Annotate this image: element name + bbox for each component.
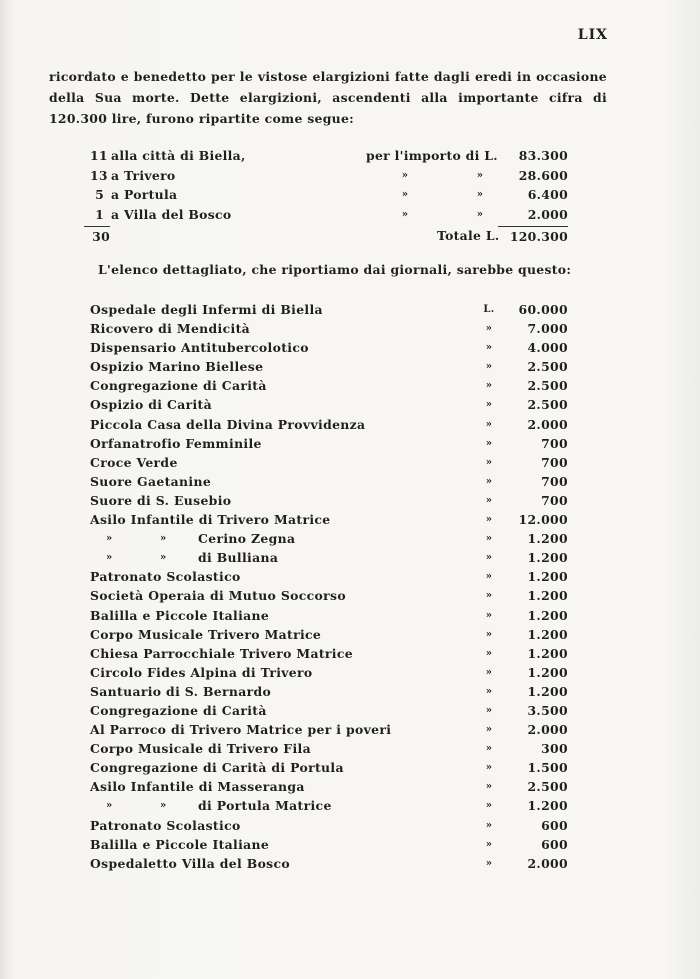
donation-amount: 3.500: [527, 702, 568, 718]
currency-mark: »: [485, 838, 493, 850]
recipient-name: Ospedaletto Villa del Bosco: [90, 855, 291, 871]
donation-amount: 2.000: [527, 416, 568, 432]
recipient-name: Ricovero di Mendicità: [90, 321, 251, 337]
summary-table: [90, 146, 570, 246]
donation-amount: 12.000: [518, 512, 568, 528]
currency-mark: »: [485, 437, 493, 449]
ditto-mark: »: [401, 189, 409, 200]
page-number: LIX: [577, 27, 608, 43]
currency-mark: »: [485, 342, 493, 354]
recipient-name: Suore di S. Eusebio: [90, 492, 232, 508]
recipient-name: di Bulliana: [198, 550, 279, 566]
summary-count: 11: [90, 148, 108, 163]
list-item: [90, 644, 570, 663]
recipient-name: Circolo Fides Alpina di Trivero: [90, 664, 313, 680]
list-item: [90, 319, 570, 338]
currency-mark: »: [485, 399, 493, 411]
currency-mark: »: [485, 571, 493, 583]
recipient-name: Santuario di S. Bernardo: [90, 683, 272, 699]
currency-mark: »: [485, 704, 493, 716]
recipient-name: Al Parroco di Trivero Matrice per i poveri: [90, 722, 392, 738]
recipient-name: Patronato Scolastico: [90, 569, 241, 585]
recipient-name: Suore Gaetanine: [90, 473, 212, 489]
total-label: Totale L.: [437, 228, 500, 243]
elenco-intro: L'elenco dettagliato, che riportiamo dai giornali, sarebbe questo:: [98, 262, 572, 277]
donation-amount: 1.200: [527, 664, 568, 680]
total-amount: 120.300: [498, 226, 568, 247]
currency-mark: »: [485, 762, 493, 774]
currency-mark: »: [485, 380, 493, 392]
donation-amount: 1.200: [527, 645, 568, 661]
currency-mark: »: [485, 533, 493, 545]
currency-mark: »: [485, 819, 493, 831]
donation-amount: 1.200: [527, 531, 568, 547]
ditto-mark: »: [160, 552, 167, 564]
currency-mark: »: [485, 456, 493, 468]
recipient-name: di Portula Matrice: [198, 798, 332, 814]
donation-amount: 1.500: [527, 760, 568, 776]
recipient-name: Corpo Musicale Trivero Matrice: [90, 626, 322, 642]
list-item: [90, 510, 570, 529]
recipient-name: Asilo Infantile di Masseranga: [90, 779, 305, 795]
ditto-mark: »: [106, 800, 113, 812]
currency-mark: »: [485, 590, 493, 602]
recipient-name: Società Operaia di Mutuo Soccorso: [90, 588, 346, 604]
list-item: [90, 777, 570, 796]
currency-mark: »: [485, 666, 493, 678]
summary-count: 13: [90, 167, 108, 183]
ditto-mark: »: [401, 208, 409, 220]
ditto-mark: »: [160, 800, 167, 812]
list-item: [90, 663, 570, 682]
summary-per-label: per l'importo di L.: [366, 148, 498, 163]
recipient-name: Orfanatrofio Femminile: [90, 435, 262, 451]
currency-mark: »: [485, 361, 493, 373]
ditto-mark: »: [160, 533, 167, 545]
summary-row: [90, 166, 570, 186]
list-item: [90, 472, 570, 491]
list-item: [90, 586, 570, 605]
list-item: [90, 529, 570, 548]
donation-amount: 700: [541, 435, 568, 451]
ditto-mark: »: [106, 552, 113, 564]
list-item: [90, 625, 570, 644]
recipient-name: Asilo Infantile di Trivero Matrice: [90, 512, 331, 528]
summary-row: [90, 146, 570, 166]
list-item: [90, 835, 570, 854]
donation-amount: 700: [541, 454, 568, 470]
currency-mark: »: [485, 323, 493, 335]
recipient-name: Congregazione di Carità di Portula: [90, 760, 344, 776]
recipient-name: Dispensario Antitubercolotico: [90, 340, 309, 356]
recipient-name: Croce Verde: [90, 454, 178, 470]
currency-mark: »: [485, 552, 493, 564]
donation-amount: 2.500: [527, 397, 568, 413]
list-item: [90, 606, 570, 625]
recipient-name: Chiesa Parrocchiale Trivero Matrice: [90, 645, 353, 661]
donation-amount: 1.200: [527, 683, 568, 699]
list-item: [90, 453, 570, 472]
list-item: [90, 376, 570, 395]
donation-amount: 700: [541, 492, 568, 508]
list-item: [90, 758, 570, 777]
currency-mark: »: [485, 494, 493, 506]
donation-amount: 300: [541, 741, 568, 757]
list-item: [90, 300, 570, 319]
list-item: [90, 338, 570, 357]
donation-amount: 600: [541, 836, 568, 852]
list-item: [90, 491, 570, 510]
recipient-name: Corpo Musicale di Trivero Fila: [90, 741, 311, 757]
currency-mark: »: [485, 724, 493, 736]
ditto-mark: »: [106, 533, 113, 545]
donation-amount: 1.200: [527, 607, 568, 623]
list-item: [90, 395, 570, 414]
summary-amount: 83.300: [518, 148, 568, 163]
donation-amount: 60.000: [518, 302, 568, 317]
summary-amount: 6.400: [527, 187, 568, 202]
donation-amount: 700: [541, 473, 568, 489]
summary-total-row: [90, 226, 570, 246]
donation-amount: 1.200: [527, 626, 568, 642]
recipient-name: Patronato Scolastico: [90, 817, 241, 833]
currency-mark: »: [485, 418, 493, 430]
donation-amount: 7.000: [527, 321, 568, 337]
donation-amount: 600: [541, 817, 568, 833]
list-item: [90, 567, 570, 586]
donation-amount: 2.000: [527, 722, 568, 738]
currency-mark: »: [485, 800, 493, 812]
ditto-mark: »: [476, 208, 484, 220]
donation-amount: 1.200: [527, 569, 568, 585]
summary-amount: 2.000: [527, 206, 568, 222]
summary-place: alla città di Biella,: [111, 148, 246, 163]
summary-amount: 28.600: [518, 167, 568, 183]
donation-amount: 2.500: [527, 779, 568, 795]
currency-mark: »: [485, 857, 493, 869]
recipient-name: Congregazione di Carità: [90, 378, 267, 394]
list-item: [90, 415, 570, 434]
list-item: [90, 796, 570, 815]
recipient-name: Piccola Casa della Divina Provvidenza: [90, 416, 366, 432]
list-item: [90, 357, 570, 376]
currency-mark: »: [485, 685, 493, 697]
donation-amount: 1.200: [527, 798, 568, 814]
list-item: [90, 682, 570, 701]
currency-mark: »: [485, 475, 493, 487]
list-item: [90, 701, 570, 720]
list-item: [90, 854, 570, 873]
currency-mark: »: [485, 514, 493, 526]
summary-row: [90, 205, 570, 225]
donation-list: [90, 300, 570, 873]
list-item: [90, 739, 570, 758]
recipient-name: Cerino Zegna: [198, 531, 296, 547]
currency-mark: »: [485, 647, 493, 659]
recipient-name: Congregazione di Carità: [90, 702, 267, 718]
total-count: 30: [84, 226, 110, 247]
summary-count: 5: [95, 187, 104, 202]
summary-place: a Portula: [111, 187, 178, 202]
donation-amount: 1.200: [527, 588, 568, 604]
donation-amount: 2.000: [527, 855, 568, 871]
list-item: [90, 816, 570, 835]
ditto-mark: »: [476, 169, 484, 181]
recipient-name: Ospizio Marino Biellese: [90, 359, 264, 375]
recipient-name: Balilla e Piccole Italiane: [90, 836, 270, 852]
intro-paragraph: ricordato e benedetto per le vistose elargizioni fatte dagli eredi in occasione della Sua morte. Dette elargizioni, ascendenti alla importante cifra di 120.300 lire, furono ripartite come segue:: [49, 69, 607, 126]
recipient-name: Ospizio di Carità: [90, 397, 212, 413]
currency-mark: »: [485, 743, 493, 755]
donation-amount: 1.200: [527, 550, 568, 566]
currency-mark: »: [485, 781, 493, 793]
ditto-mark: »: [401, 169, 409, 181]
list-item: [90, 434, 570, 453]
currency-mark: L.: [483, 304, 495, 315]
donation-amount: 2.500: [527, 378, 568, 394]
donation-amount: 4.000: [527, 340, 568, 356]
list-item: [90, 548, 570, 567]
currency-mark: »: [485, 609, 493, 621]
list-item: [90, 720, 570, 739]
summary-place: a Trivero: [111, 167, 176, 183]
summary-count: 1: [95, 206, 104, 222]
recipient-name: Ospedale degli Infermi di Biella: [90, 302, 323, 317]
donation-amount: 2.500: [527, 359, 568, 375]
recipient-name: Balilla e Piccole Italiane: [90, 607, 270, 623]
currency-mark: »: [485, 628, 493, 640]
summary-row: [90, 185, 570, 205]
summary-place: a Villa del Bosco: [111, 206, 232, 222]
ditto-mark: »: [476, 189, 484, 200]
